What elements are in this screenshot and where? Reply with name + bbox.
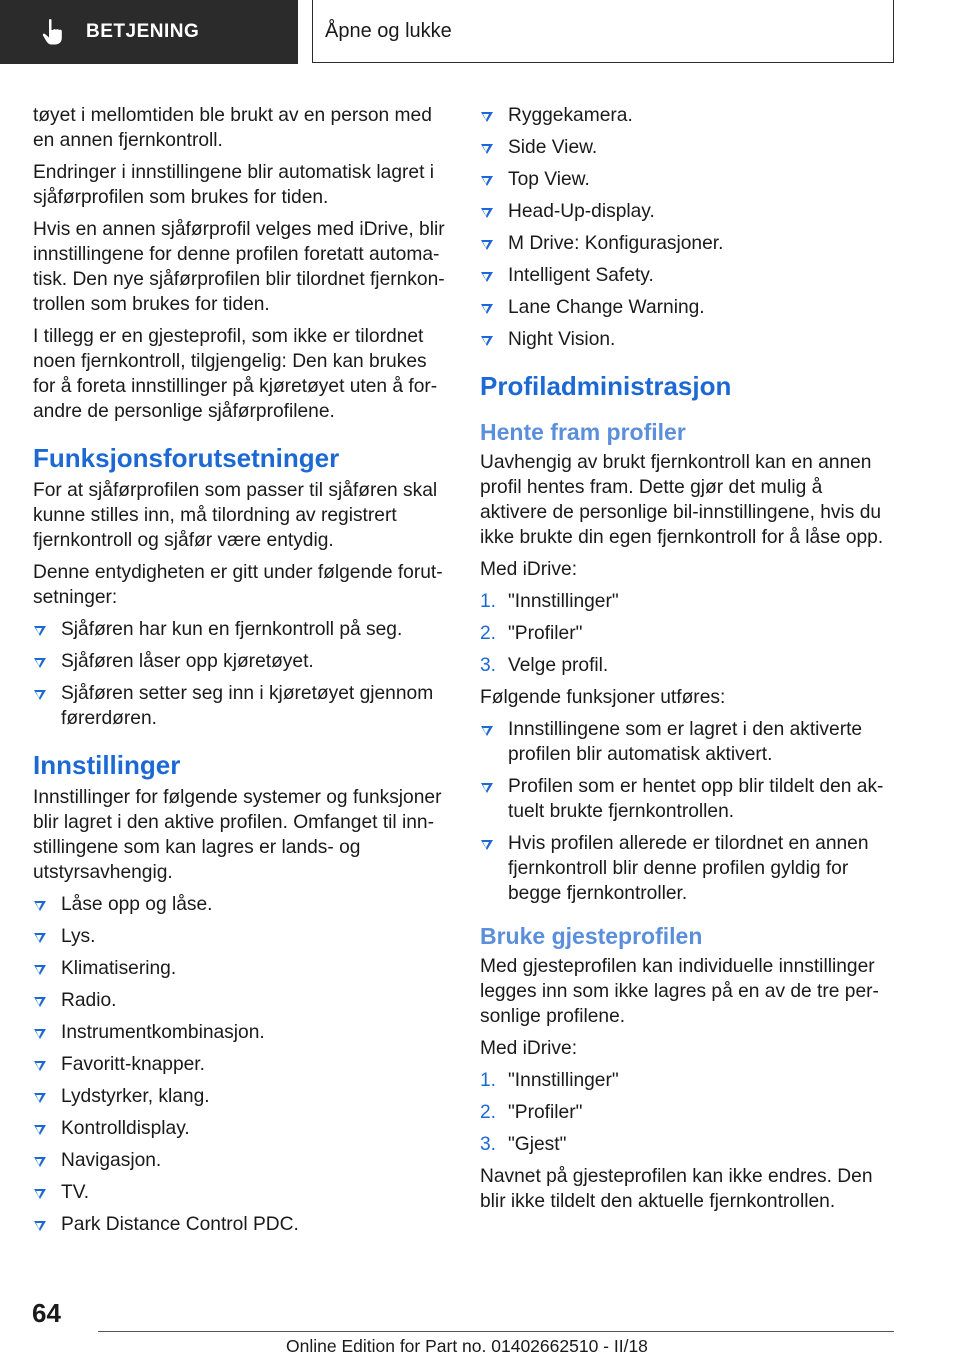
list-item: Lane Change Warning. [480, 295, 894, 320]
triangle-bullet-icon [34, 901, 46, 911]
triangle-bullet-icon [481, 208, 493, 218]
list-item: Klimatisering. [33, 956, 445, 981]
list-item: Låse opp og låse. [33, 892, 445, 917]
step-item: 1. "Innstillinger" [480, 1070, 619, 1091]
paragraph: I tillegg er en gjesteprofil, som ikke er tilordnet noen fjernkontroll, tilgjengelig: Den kan brukes for å foreta innstillinger på kjøretøyet uten å forandre de personlige sjåførprofilene. [33, 326, 438, 422]
paragraph: Med iDrive: [480, 559, 578, 580]
list-item: Top View. [480, 167, 894, 192]
triangle-bullet-icon [34, 997, 46, 1007]
list-item: Profilen som er hentet opp blir tildelt den aktuelt brukte fjernkontrollen. [480, 774, 894, 824]
settings-list-continued [480, 103, 894, 352]
section-tab-label: BETJENING [86, 21, 200, 42]
step-item: 3. Velge profil. [480, 655, 609, 676]
triangle-bullet-icon [34, 1029, 46, 1039]
footer-divider [98, 1331, 894, 1332]
pointing-hand-icon [40, 18, 66, 46]
steps-list [480, 589, 894, 678]
paragraph: Følgende funksjoner utføres: [480, 687, 726, 708]
list-item: Lydstyrker, klang. [33, 1084, 445, 1109]
list-item: Night Vision. [480, 327, 894, 352]
paragraph: Med iDrive: [480, 1038, 578, 1059]
list-item: Radio. [33, 988, 445, 1013]
paragraph: Innstillinger for følgende systemer og funksjoner blir lagret i den aktive profilen. Omfanget til innstillingene som kan lagres er lands- og utstyrsavhengig. [33, 787, 442, 883]
list-item: Sjåføren har kun en fjernkontroll på seg. [33, 617, 445, 642]
left-column [33, 103, 445, 1244]
list-item: Sjåføren låser opp kjøretøyet. [33, 649, 445, 674]
triangle-bullet-icon [481, 112, 493, 122]
list-item: Park Distance Control PDC. [33, 1212, 445, 1237]
triangle-bullet-icon [34, 1157, 46, 1167]
triangle-bullet-icon [34, 965, 46, 975]
triangle-bullet-icon [34, 658, 46, 668]
heading-innstillinger: Innstillinger [33, 750, 181, 780]
list-item: Instrumentkombinasjon. [33, 1020, 445, 1045]
list-item: Kontrolldisplay. [33, 1116, 445, 1141]
list-item: Navigasjon. [33, 1148, 445, 1173]
triangle-bullet-icon [481, 144, 493, 154]
list-item: Sjåføren setter seg inn i kjøretøyet gjennom førerdøren. [33, 681, 445, 731]
section-tab [0, 0, 298, 64]
heading-hente-fram-profiler: Hente fram profiler [480, 419, 686, 445]
chapter-title: Åpne og lukke [312, 0, 894, 63]
list-item: Ryggekamera. [480, 103, 894, 128]
triangle-bullet-icon [481, 240, 493, 250]
triangle-bullet-icon [34, 1221, 46, 1231]
paragraph: Uavhengig av brukt fjernkontroll kan en annen profil hentes fram. Dette gjør det mulig å aktivere de personlige bil-innstillingene, hvis du ikke brukte din egen fjernkontroll for å låse opp. [480, 452, 884, 548]
triangle-bullet-icon [481, 336, 493, 346]
settings-list [33, 892, 445, 1237]
footer-edition: Online Edition for Part no. 01402662510 - II/18 [286, 1336, 648, 1356]
paragraph: Med gjesteprofilen kan individuelle innstillinger legges inn som ikke lagres på en av de tre personlige profilene. [480, 956, 879, 1027]
page-number: 64 [32, 1298, 61, 1328]
conditions-list [33, 617, 445, 731]
heading-funksjonsforutsetninger: Funksjonsforutsetninger [33, 443, 340, 473]
list-item: Side View. [480, 135, 894, 160]
list-item: Intelligent Safety. [480, 263, 894, 288]
list-item: Lys. [33, 924, 445, 949]
paragraph: tøyet i mellomtiden ble brukt av en person med en annen fjernkontroll. [33, 105, 432, 151]
list-item: Favoritt-knapper. [33, 1052, 445, 1077]
paragraph: Hvis en annen sjåførprofil velges med iDrive, blir innstillingene for denne profilen foretatt automatisk. Den nye sjåførprofilen blir tilordnet fjernkontrollen som brukes for tiden. [33, 219, 445, 315]
list-item: Head-Up-display. [480, 199, 894, 224]
step-item: 3. "Gjest" [480, 1134, 567, 1155]
triangle-bullet-icon [34, 690, 46, 700]
heading-profiladministrasjon: Profiladministrasjon [480, 371, 732, 401]
triangle-bullet-icon [481, 176, 493, 186]
functions-list [480, 717, 894, 906]
triangle-bullet-icon [481, 304, 493, 314]
right-column [480, 103, 894, 1221]
step-item: 2. "Profiler" [480, 1102, 583, 1123]
triangle-bullet-icon [34, 626, 46, 636]
paragraph: Denne entydigheten er gitt under følgende forutsetninger: [33, 562, 443, 608]
triangle-bullet-icon [34, 1125, 46, 1135]
list-item: M Drive: Konfigurasjoner. [480, 231, 894, 256]
list-item: Innstillingene som er lagret i den aktiverte profilen blir automatisk aktivert. [480, 717, 894, 767]
list-item: Hvis profilen allerede er tilordnet en annen fjernkontroll blir denne profilen gyldig for begge fjernkontroller. [480, 831, 894, 906]
steps-list [480, 1068, 894, 1157]
triangle-bullet-icon [481, 840, 493, 850]
paragraph: Navnet på gjesteprofilen kan ikke endres. Den blir ikke tildelt den aktuelle fjernkontrollen. [480, 1166, 873, 1212]
triangle-bullet-icon [481, 783, 493, 793]
list-item: TV. [33, 1180, 445, 1205]
triangle-bullet-icon [34, 1061, 46, 1071]
step-item: 1. "Innstillinger" [480, 591, 619, 612]
heading-bruke-gjesteprofilen: Bruke gjesteprofilen [480, 923, 703, 949]
triangle-bullet-icon [481, 272, 493, 282]
triangle-bullet-icon [34, 1093, 46, 1103]
step-item: 2. "Profiler" [480, 623, 583, 644]
paragraph: Endringer i innstillingene blir automatisk lagret i sjåførprofilen som brukes for tiden. [33, 162, 435, 208]
triangle-bullet-icon [34, 1189, 46, 1199]
paragraph: For at sjåførprofilen som passer til sjåføren skal kunne stilles inn, må tilordning av registrert fjernkontroll og sjåfør være entydig. [33, 480, 438, 551]
triangle-bullet-icon [481, 726, 493, 736]
triangle-bullet-icon [34, 933, 46, 943]
